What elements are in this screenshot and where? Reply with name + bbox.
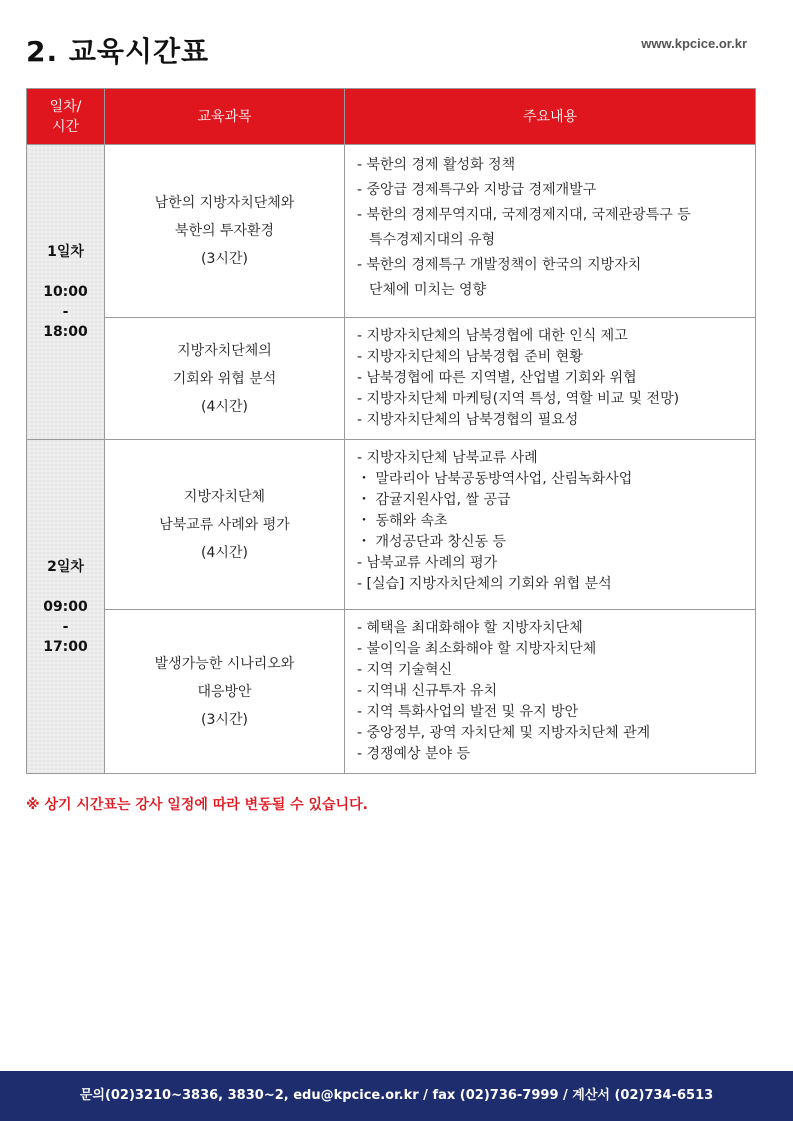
content-item: - 북한의 경제 활성화 정책	[357, 157, 516, 173]
course-title-line: 남북교류 사례와 평가	[159, 516, 290, 533]
course-cell	[105, 610, 345, 774]
content-item: ・ 말라리아 남북공동방역사업, 산림녹화사업	[357, 471, 633, 487]
course-cell	[105, 318, 345, 440]
content-item: - 중앙급 경제특구와 지방급 경제개발구	[357, 182, 597, 198]
website-url[interactable]: www.kpcice.or.kr	[641, 36, 747, 51]
day-cell-2	[27, 440, 105, 774]
content-item: - 혜택을 최대화해야 할 지방자치단체	[357, 620, 583, 636]
course-hours: (4시간)	[201, 398, 248, 415]
course-title-line: 발생가능한 시나리오와	[154, 655, 295, 672]
content-item: - 지방자치단체 마케팅(지역 특성, 역할 비교 및 전망)	[357, 391, 680, 407]
course-title-line: 지방자치단체	[183, 488, 266, 505]
schedule-change-notice: ※ 상기 시간표는 강사 일정에 따라 변동될 수 있습니다.	[26, 797, 368, 813]
content-item: - 북한의 경제특구 개발정책이 한국의 지방자치	[357, 257, 642, 273]
content-item: - 지역 특화사업의 발전 및 유지 방안	[357, 704, 579, 720]
table-row	[27, 318, 756, 440]
content-item: - 지방자치단체의 남북경협의 필요성	[357, 412, 579, 428]
header-day-label: 일차/	[49, 98, 82, 115]
schedule-table	[26, 88, 756, 774]
content-item: - 중앙정부, 광역 자치단체 및 지방자치단체 관계	[357, 725, 651, 741]
content-item: 특수경제지대의 유형	[369, 232, 496, 248]
course-title-line: 기회와 위협 분석	[172, 370, 277, 387]
content-item: - 불이익을 최소화해야 할 지방자치단체	[357, 641, 597, 657]
table-row	[27, 610, 756, 774]
contact-info: 문의(02)3210~3836, 3830~2, edu@kpcice.or.kr / fax (02)736-7999 / 계산서 (02)734-6513	[79, 1088, 714, 1103]
content-item: - 북한의 경제무역지대, 국제경제지대, 국제관광특구 등	[357, 207, 691, 223]
content-item: ・ 감귤지원사업, 쌀 공급	[357, 492, 511, 508]
content-item: - 지역내 신규투자 유치	[357, 683, 498, 699]
content-item: 단체에 미치는 영향	[369, 282, 487, 298]
day-label: 2일차	[47, 558, 84, 575]
content-cell	[345, 145, 756, 318]
course-cell	[105, 145, 345, 318]
content-item: - 남북경협에 따른 지역별, 산업별 기회와 위협	[357, 370, 637, 386]
header-time-label: 시간	[51, 118, 80, 135]
day-time-dash: -	[62, 618, 69, 635]
content-item: - 지방자치단체의 남북경협에 대한 인식 제고	[357, 328, 628, 344]
content-item: - 경쟁예상 분야 등	[357, 746, 471, 762]
course-hours: (4시간)	[201, 544, 248, 561]
content-cell	[345, 318, 756, 440]
day-end-time: 18:00	[43, 324, 88, 340]
course-title-line: 북한의 투자환경	[174, 223, 275, 239]
content-item: - 지방자치단체의 남북경협 준비 현황	[357, 349, 583, 365]
course-title-line: 지방자치단체의	[177, 342, 272, 359]
day-time-dash: -	[62, 304, 69, 320]
course-hours: (3시간)	[201, 251, 248, 267]
content-cell	[345, 440, 756, 610]
content-item: - 남북교류 사례의 평가	[357, 555, 498, 571]
header-day-time	[27, 89, 105, 145]
page-title: 2. 교육시간표	[26, 35, 210, 68]
course-title-line: 남한의 지방자치단체와	[154, 195, 295, 211]
content-item: - 지역 기술혁신	[357, 662, 453, 678]
day-cell-1	[27, 145, 105, 440]
table-row	[27, 145, 756, 318]
content-item: ・ 동해와 속초	[357, 513, 448, 529]
course-cell	[105, 440, 345, 610]
contact-footer	[0, 1071, 793, 1121]
header-content: 주요내용	[345, 89, 756, 145]
table-header-row	[27, 89, 756, 145]
table-row	[27, 440, 756, 610]
course-hours: (3시간)	[201, 711, 248, 728]
content-item: - 지방자치단체 남북교류 사례	[357, 450, 538, 466]
day-start-time: 09:00	[43, 598, 88, 615]
day-end-time: 17:00	[43, 638, 88, 655]
day-label: 1일차	[47, 244, 84, 260]
content-item: ・ 개성공단과 창신동 등	[357, 534, 507, 550]
content-item: - [실습] 지방자치단체의 기회와 위협 분석	[357, 576, 612, 592]
content-cell	[345, 610, 756, 774]
day-start-time: 10:00	[43, 284, 88, 300]
header-course: 교육과목	[105, 89, 345, 145]
course-title-line: 대응방안	[197, 683, 252, 700]
